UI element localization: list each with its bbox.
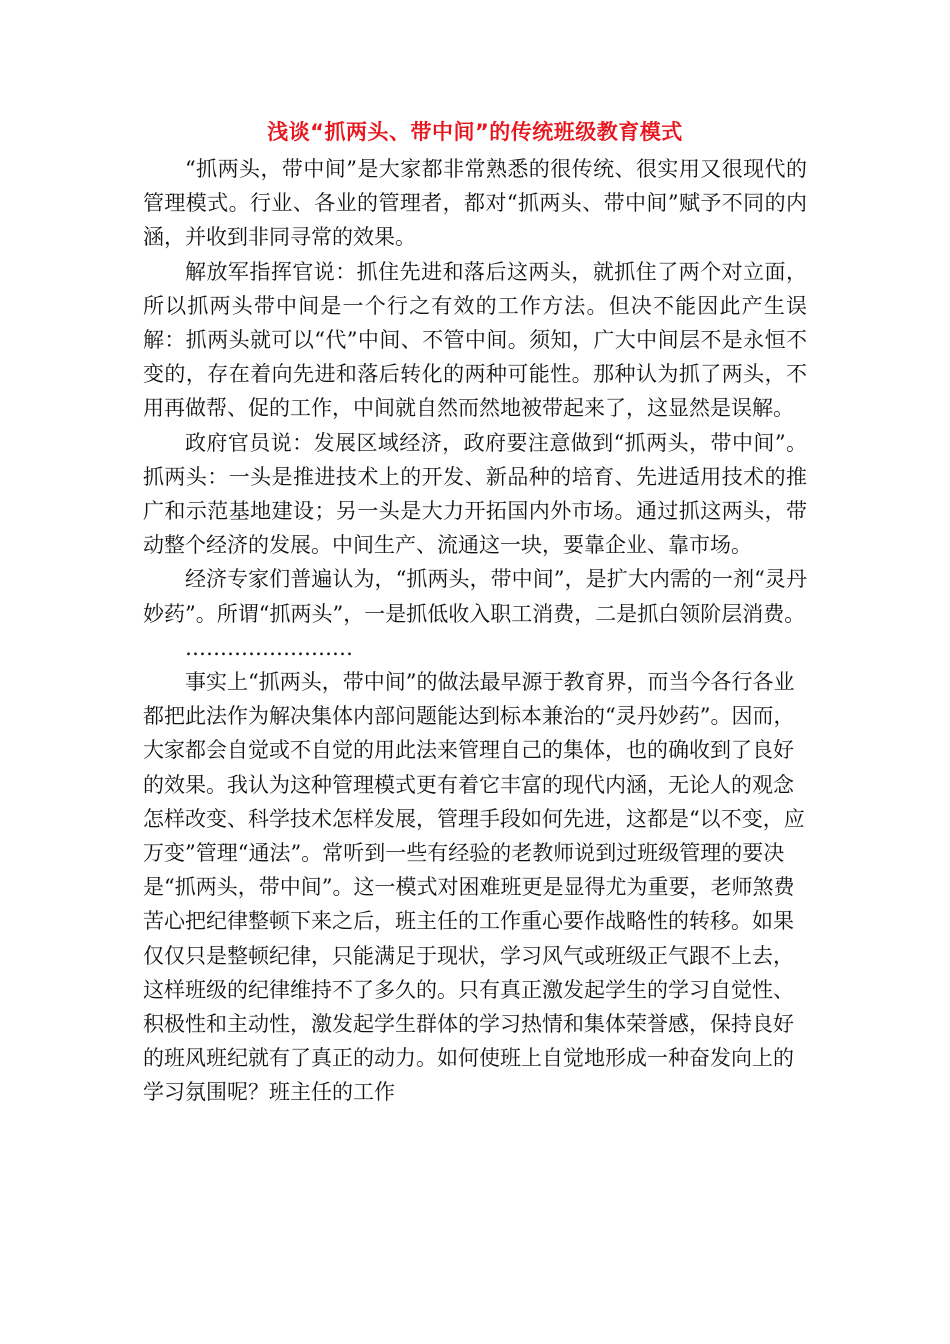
paragraph-education: 事实上“抓两头，带中间”的做法最早源于教育界，而当今各行各业都把此法作为解决集体内部问题能达到标本兼治的“灵丹妙药”。因而，大家都会自觉或不自觉的用此法来管理自己的集体，也的确收到了良好的效果。我认为这种管理模式更有着它丰富的现代内涵，无论人的观念怎样改变、科学技术怎样发展，管理手段如何先进，这都是“以不变，应万变”管理“通法”。常听到一些有经验的老教师说到过班级管理的要决是“抓两头，带中间”。这一模式对困难班更是显得尤为重要，老师煞费苦心把纪律整顿下来之后，班主任的工作重心要作战略性的转移。如果仅仅只是整顿纪律，只能满足于现状，学习风气或班级正气跟不上去，这样班级的纪律维持不了多久的。只有真正激发起学生的学习自觉性、积极性和主动性，激发起学生群体的学习热情和集体荣誉感，保持良好的班风班纪就有了真正的动力。如何使班上自觉地形成一种奋发向上的学习氛围呢？班主任的工作 bbox=[143, 670, 805, 1105]
document-title: 浅谈“抓两头、带中间”的传统班级教育模式 bbox=[267, 120, 683, 144]
paragraph-military: 解放军指挥官说：抓住先进和落后这两头，就抓住了两个对立面，所以抓两头带中间是一个行之有效的工作方法。但决不能因此产生误解：抓两头就可以“代”中间、不管中间。须知，广大中间层不是永恒不变的，存在着向先进和落后转化的两种可能性。那种认为抓了两头，不用再做帮、促的工作，中间就自然而然地被带起来了，这显然是误解。 bbox=[143, 259, 807, 421]
paragraph-intro: “抓两头，带中间”是大家都非常熟悉的很传统、很实用又很现代的管理模式。行业、各业的管理者，都对“抓两头、带中间”赋予不同的内涵，并收到非同寻常的效果。 bbox=[143, 157, 807, 250]
document-body bbox=[143, 152, 807, 1110]
ellipsis-separator: …………………… bbox=[185, 635, 353, 660]
paragraph-economists: 经济专家们普遍认为，“抓两头，带中间”，是扩大内需的一剂“灵丹妙药”。所谓“抓两头”，一是抓低收入职工消费，二是抓白领阶层消费。 bbox=[143, 567, 807, 626]
paragraph-government: 政府官员说：发展区域经济，政府要注意做到“抓两头，带中间”。抓两头：一头是推进技术上的开发、新品种的培育、先进适用技术的推广和示范基地建设；另一头是大力开拓国内外市场。通过抓这两头，带动整个经济的发展。中间生产、流通这一块，要靠企业、靠市场。 bbox=[143, 430, 807, 558]
